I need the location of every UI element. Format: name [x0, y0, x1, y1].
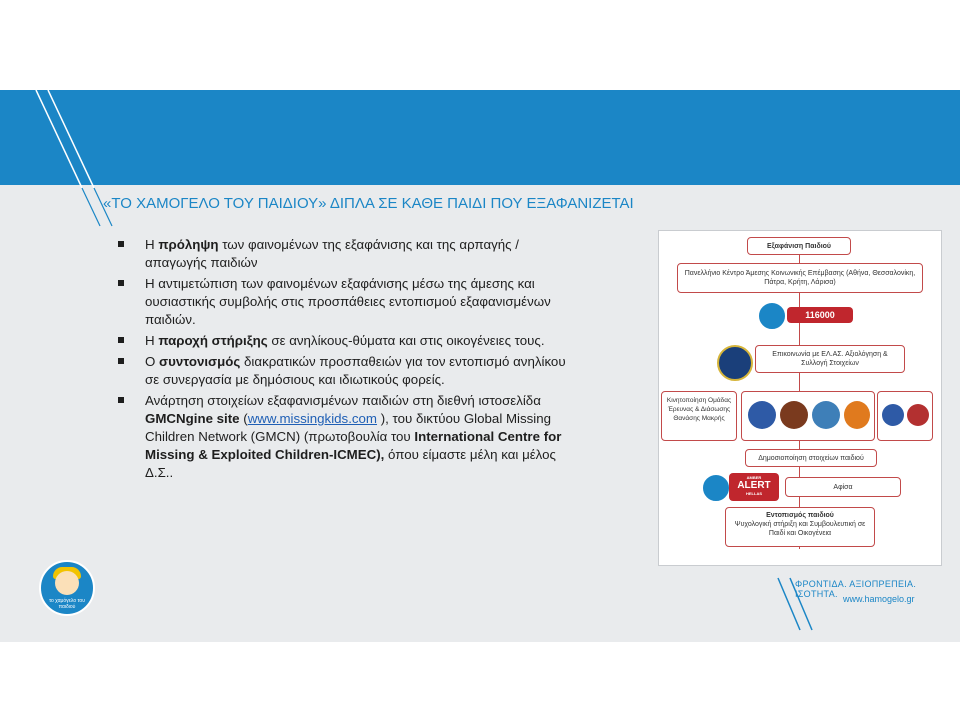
flow-step-poster: Αφίσα — [785, 477, 901, 497]
rescue-emblems-group — [741, 391, 875, 441]
final-title: Εντοπισμός παιδιού — [766, 512, 834, 519]
flow-step-missing: Εξαφάνιση Παιδιού — [747, 237, 851, 255]
bullet-response: Η αντιμετώπιση των φαινομένων εξαφάνισης μέσω της άμεσης και ουσιαστικής συμβολής στις προσπάθειες εντοπισμού εξαφανισμένων παιδιών. — [118, 275, 578, 329]
logo-face — [55, 571, 79, 595]
coast-guard-emblem — [812, 401, 840, 429]
hellas-label: HELLAS — [746, 491, 762, 496]
bullet-support: Η παροχή στήριξης σε ανηλίκους-θύματα και στις οικογένειες τους. — [118, 332, 578, 350]
bullet-prevention: Η πρόληψη των φαινομένων της εξαφάνισης και της αρπαγής / απαγωγής παιδιών — [118, 236, 578, 272]
hotline-badge: 116000 — [787, 307, 853, 323]
flow-step-publicity: Δημοσιοποίηση στοιχείων παιδιού — [745, 449, 877, 467]
flowchart-image — [658, 230, 942, 566]
logo-text: το χαμόγελο του παιδιού — [49, 598, 85, 610]
slide — [0, 90, 960, 642]
police-emblem — [717, 345, 753, 381]
fire-service-emblem — [844, 401, 870, 429]
flow-step-center: Πανελλήνιο Κέντρο Άμεσης Κοινωνικής Επέμβασης (Αθήνα, Θεσσαλονίκη, Πάτρα, Κρήτη, Λάρισα) — [677, 263, 923, 293]
amber-label: AMBER — [746, 475, 762, 480]
missingkids-link[interactable]: www.missingkids.com — [247, 411, 378, 426]
final-text: Ψυχολογική στήριξη και Συμβουλευτική σε Παιδί και Οικογένεια — [734, 521, 866, 537]
rescue-shield-emblem — [780, 401, 808, 429]
bullet-list — [118, 236, 578, 485]
slide-title: «ΤΟ ΧΑΜΟΓΕΛΟ ΤΟΥ ΠΑΙΔΙΟΥ» ΔΙΠΛΑ ΣΕ ΚΑΘΕ ΠΑΙΔΙ ΠΟΥ ΕΞΑΦΑΝΙΖΕΤΑΙ — [103, 195, 634, 212]
smile-logo-small — [701, 473, 731, 503]
bullet-gmcn: Ανάρτηση στοιχείων εξαφανισμένων παιδιών στη διεθνή ιστοσελίδα GMCNgine site (www.missingkids.com ), του δικτύου Global Missing Children Network (GMCN) (πρωτοβουλία του International Centre for Missing & Exploited Children-ICMEC), όπου είμαστε μέλη και μέλος Δ.Σ.. — [118, 392, 578, 482]
partner-emblems-group — [877, 391, 933, 441]
flow-step-final — [725, 507, 875, 547]
hotline-logo — [757, 301, 787, 331]
civil-protection-emblem — [748, 401, 776, 429]
smile-of-the-child-logo — [39, 560, 95, 616]
flow-step-police: Επικοινωνία με ΕΛ.ΑΣ. Αξιολόγηση & Συλλογή Στοιχείων — [755, 345, 905, 373]
website-url[interactable]: www.hamogelo.gr — [843, 594, 915, 604]
bullet-coordination: Ο συντονισμός διακρατικών προσπαθειών για τον εντοπισμό ανηλίκου σε συνεργασία με δημόσιους και ιδιωτικούς φορείς. — [118, 353, 578, 389]
amber-alert-badge — [729, 473, 779, 501]
alert-label: ALERT — [737, 480, 771, 491]
flow-step-rescue: Κινητοποίηση Ομάδας Έρευνας & Διάσωσης Θανάσης Μακρής — [661, 391, 737, 441]
partner-emblem-1 — [882, 404, 904, 426]
tagline: ΦΡΟΝΤΙΔΑ. ΑΞΙΟΠΡΕΠΕΙΑ. ΙΣΟΤΗΤΑ. — [795, 579, 917, 599]
partner-emblem-2 — [907, 404, 929, 426]
